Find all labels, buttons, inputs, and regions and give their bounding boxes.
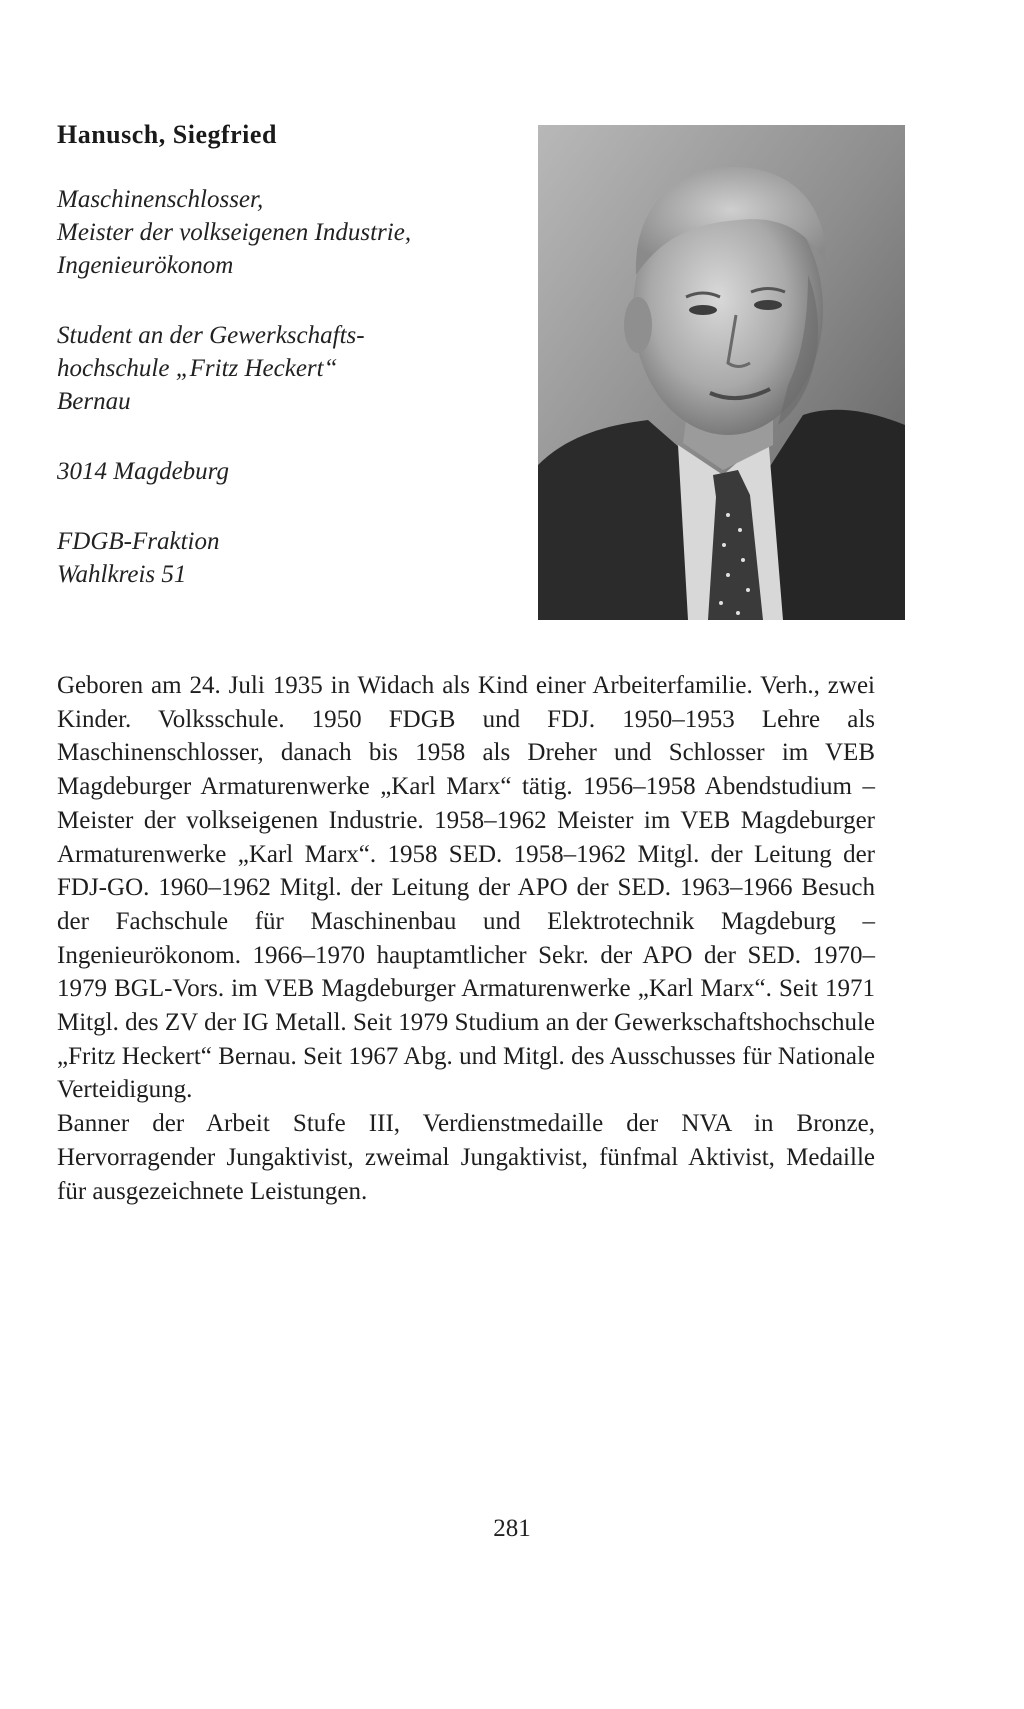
info-occupation <box>57 183 497 282</box>
info-line: 3014 Magdeburg <box>57 458 229 485</box>
biography-paragraph: Geboren am 24. Juli 1935 in Widach als Kind einer Arbeiterfamilie. Verh., zwei Kinder. Volksschule. 1950 FDGB und FDJ. 1950–1953 Lehre als Maschinenschlosser, danach bis 1958 als Dreher und Schlosser im VEB Magdeburger Armaturenwerke „Karl Marx“ tätig. 1956–1958 Abendstudium – Meister der volkseigenen Industrie. 1958–1962 Meister im VEB Magdeburger Armaturenwerke „Karl Marx“. 1958 SED. 1958–1962 Mitgl. der Leitung der FDJ-GO. 1960–1962 Mitgl. der Leitung der APO der SED. 1963–1966 Besuch der Fachschule für Maschinenbau und Elektrotechnik Magdeburg – Ingenieurökonom. 1966–1970 hauptamtlicher Sekr. der APO der SED. 1970–1979 BGL-Vors. im VEB Magdeburger Armaturenwerke „Karl Marx“. Seit 1971 Mitgl. des ZV der IG Metall. Seit 1979 Studium an der Gewerkschaftshochschule „Fritz Heckert“ Bernau. Seit 1967 Abg. und Mitgl. des Ausschusses für Nationale Verteidigung. <box>57 672 875 1104</box>
portrait-photo <box>538 125 905 620</box>
info-position <box>57 319 497 418</box>
info-line: Bernau <box>57 388 131 415</box>
page-number: 281 <box>493 1515 531 1542</box>
info-line: Wahlkreis 51 <box>57 561 187 588</box>
info-address <box>57 455 497 488</box>
info-line: Maschinenschlosser, <box>57 186 264 213</box>
portrait-image <box>538 125 905 620</box>
info-line: FDGB-Fraktion <box>57 528 220 555</box>
info-line: hochschule „Fritz Heckert“ <box>57 355 338 382</box>
biography-text <box>57 669 875 1208</box>
info-line: Meister der volkseigenen Industrie, <box>57 219 412 246</box>
info-line: Ingenieurökonom <box>57 252 234 279</box>
person-name: Hanusch, Siegfried <box>57 120 277 149</box>
awards-paragraph: Banner der Arbeit Stufe III, Verdienstmedaille der NVA in Bronze, Hervorragender Jungaktivist, zweimal Jungaktivist, fünfmal Aktivist, Medaille für ausgezeichnete Leistungen. <box>57 1110 875 1205</box>
info-line: Student an der Gewerkschafts- <box>57 322 365 349</box>
info-faction <box>57 525 497 591</box>
person-info <box>57 183 497 628</box>
